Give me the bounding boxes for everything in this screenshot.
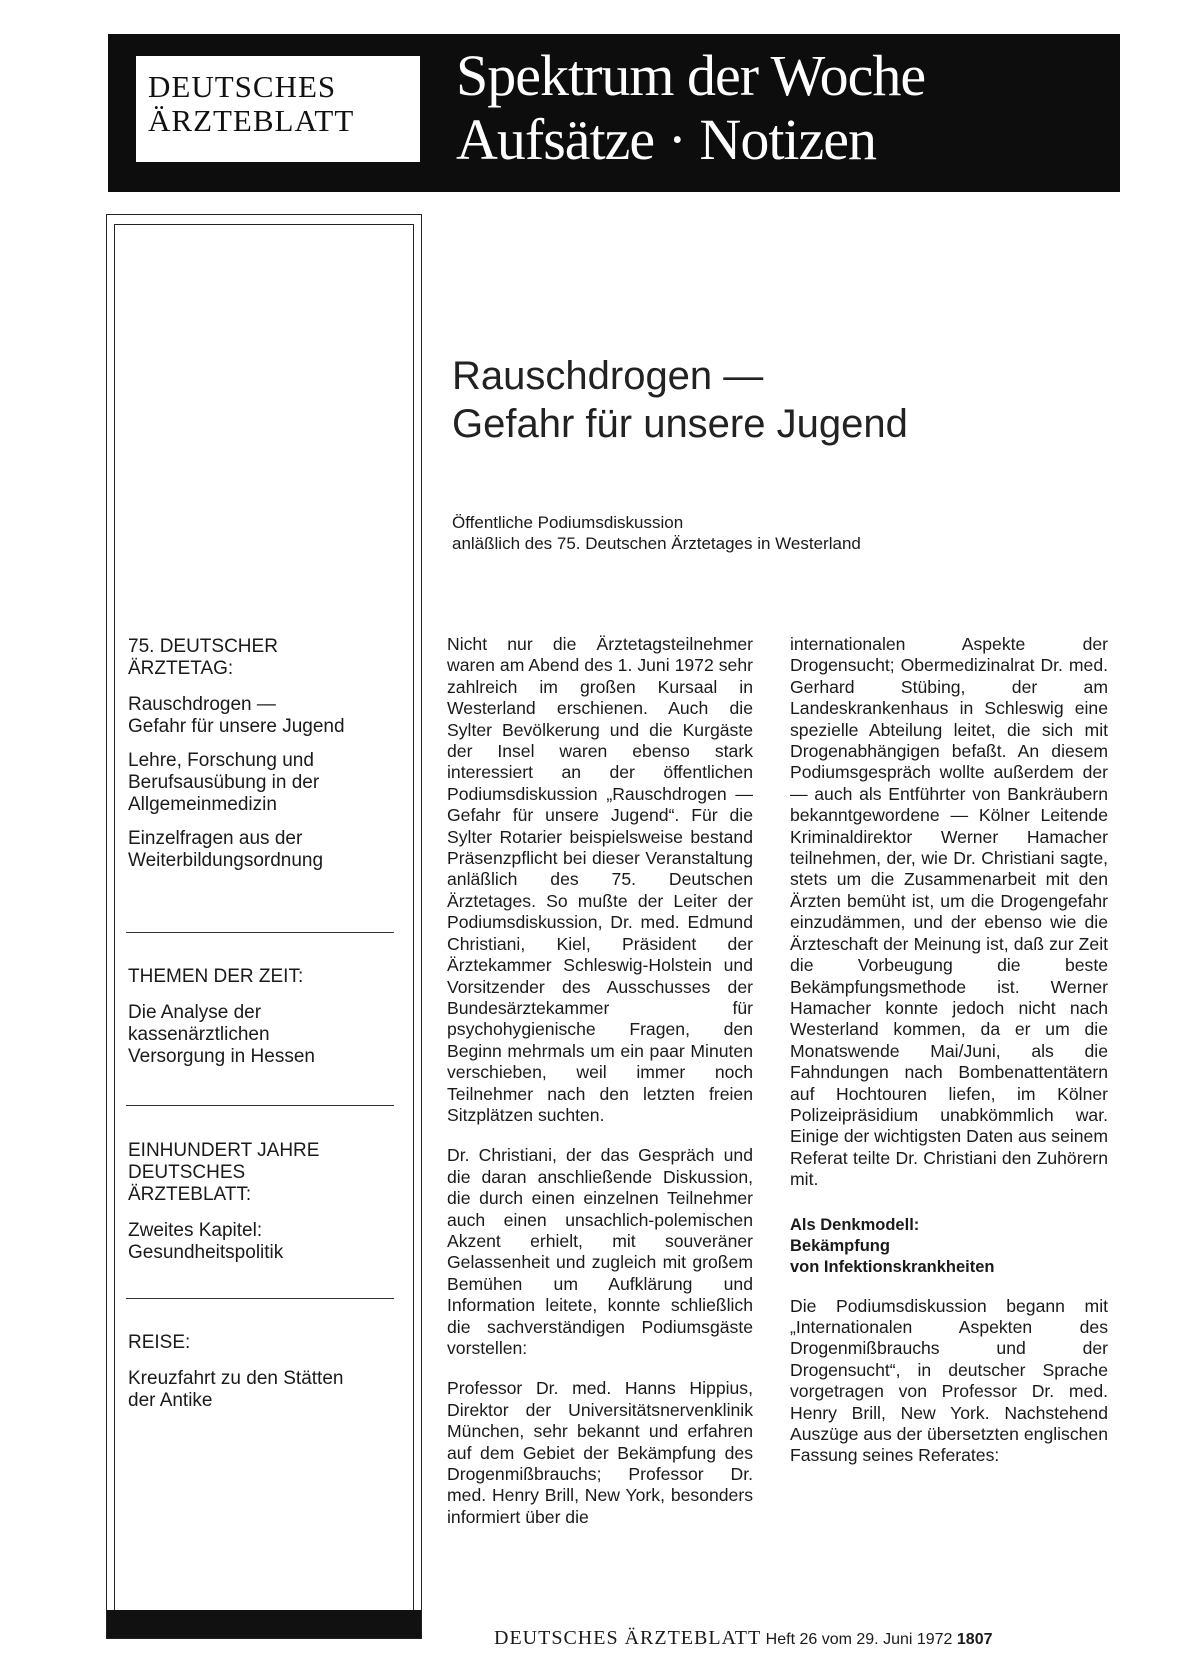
article-column-1 (447, 634, 753, 1547)
footer-publication: DEUTSCHES ÄRZTEBLATT (494, 1627, 762, 1649)
sidebar-section-reise (128, 1332, 408, 1424)
article-title: Rauschdrogen — Gefahr für unsere Jugend (452, 354, 908, 446)
sidebar-section-heading: THEMEN DER ZEIT: (128, 966, 304, 987)
sidebar-divider (126, 932, 394, 933)
article-paragraph: Dr. Christiani, der das Gespräch und die daran anschließende Diskussion, die durch einen einzelnen Teilnehmer auch einen unsachlich-polemischen Akzent erhielt, mit souveräner Gelassenheit und zugleich mit großem Bemühen um Aufklärung und Information leitete, konnte schließlich die sachverständigen Podiumsgäste vorstellen: (447, 1145, 753, 1358)
logo-line-2: ÄRZTEBLATT (148, 103, 355, 138)
masthead (108, 34, 1120, 192)
sidebar-divider (126, 1298, 394, 1299)
sidebar-item: Die Analyse der kassenärztlichen Versorgung in Hessen (128, 1002, 315, 1067)
section-title-line-2: Aufsätze · Notizen (456, 107, 877, 172)
page-footer (494, 1627, 993, 1650)
sidebar-item: Einzelfragen aus der Weiterbildungsordnung (128, 828, 324, 871)
section-title (456, 44, 925, 172)
sidebar-item: Lehre, Forschung und Berufsausübung in der Allgemeinmedizin (128, 750, 320, 815)
article-subheading: Als Denkmodell: Bekämpfung von Infektionskrankheiten (790, 1215, 995, 1276)
sidebar-section-einhundert-jahre (128, 1140, 408, 1276)
sidebar-bottom-bar (107, 1610, 421, 1638)
section-title-line-1: Spektrum der Woche (456, 43, 926, 108)
sidebar-section-themen (128, 966, 408, 1080)
sidebar-item: Zweites Kapitel: Gesundheitspolitik (128, 1220, 284, 1263)
article-subtitle: Öffentliche Podiumsdiskussion anläßlich des 75. Deutschen Ärztetages in Westerland (452, 513, 861, 553)
article-paragraph: Nicht nur die Ärztetagsteilnehmer waren am Abend des 1. Juni 1972 sehr zahlreich im großen Kursaal in Westerland erschienen. Auch die Sylter Bevölkerung und die Kurgäste der Insel waren ebenso stark interessiert an der öffentlichen Podiumsdiskussion „Rauschdrogen — Gefahr für unsere Jugend“. Für die Sylter Rotarier beispielsweise bestand Präsenzpflicht bei dieser Veranstaltung anläßlich des 75. Deutschen Ärztetages. So mußte der Leiter der Podiumsdiskussion, Dr. med. Edmund Christiani, Kiel, Präsident der Ärztekammer Schleswig-Holstein und Vorsitzender des Ausschusses der Bundesärztekammer für psychohygienische Fragen, den Beginn mehrmals um ein paar Minuten verschieben, weil immer noch Teilnehmer nach den letzten freien Sitzplätzen suchten. (447, 634, 753, 1125)
journal-logo (136, 56, 420, 162)
sidebar-divider (126, 1105, 394, 1106)
sidebar-frame (106, 214, 422, 1639)
sidebar-section-heading: 75. DEUTSCHER ÄRZTETAG: (128, 636, 278, 679)
article-paragraph: Die Podiumsdiskussion begann mit „Internationalen Aspekten des Drogenmißbrauchs und der Drogensucht“, in deutscher Sprache vorgetragen von Professor Dr. med. Henry Brill, New York. Nachstehend Auszüge aus der übersetzten englischen Fassung seines Referates: (790, 1295, 1108, 1466)
article-paragraph: internationalen Aspekte der Drogensucht; Obermedizinalrat Dr. med. Gerhard Stübing, der am Landeskrankenhaus in Schleswig eine spezielle Abteilung leitet, die sich mit Drogenabhängigen befaßt. An diesem Podiumsgespräch wollte außerdem der — auch als Entführter von Bankräubern bekanntgewordene — Kölner Leitende Kriminaldirektor Werner Hamacher teilnehmen, der, wie Dr. Christiani sagte, stets um die Zusammenarbeit mit den Ärzten bemüht ist, um die Drogengefahr einzudämmen, und der ebenso wie die Ärzteschaft der Meinung ist, daß zur Zeit die Vorbeugung die beste Bekämpfungsmethode ist. Werner Hamacher konnte jedoch nicht nach Westerland kommen, da er um die Monatswende Mai/Juni, als die Fahndungen nach Bombenattentätern auf Hochtouren liefen, im Kölner Polizeipräsidium unabkömmlich war. Einige der wichtigsten Daten aus seinem Referat teilte Dr. Christiani den Zuhörern mit. (790, 634, 1108, 1190)
sidebar-inner-border (114, 224, 414, 1638)
article-paragraph: Professor Dr. med. Hanns Hippius, Direktor der Universitätsnervenklinik München, sehr bekannt und erfahren auf dem Gebiet der Bekämpfung des Drogenmißbrauchs; Professor Dr. med. Henry Brill, New York, besonders informiert über die (447, 1378, 753, 1527)
footer-issue: Heft 26 vom 29. Juni 1972 (765, 1631, 953, 1648)
sidebar-section-aerztetag (128, 636, 408, 884)
article-column-2 (790, 634, 1108, 1486)
sidebar-item: Kreuzfahrt zu den Stätten der Antike (128, 1368, 344, 1411)
sidebar-section-heading: EINHUNDERT JAHRE DEUTSCHES ÄRZTEBLATT: (128, 1140, 320, 1205)
page-number: 1807 (956, 1631, 993, 1648)
logo-line-1: DEUTSCHES (148, 69, 337, 104)
sidebar-section-heading: REISE: (128, 1332, 191, 1353)
sidebar-item: Rauschdrogen — Gefahr für unsere Jugend (128, 694, 345, 737)
